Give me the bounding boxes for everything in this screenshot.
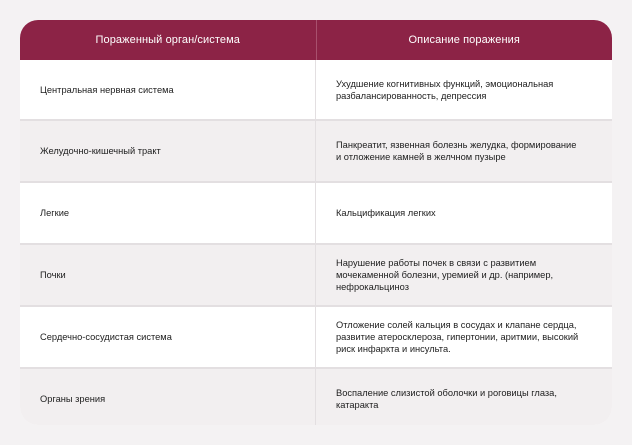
- organ-cell: Сердечно-сосудистая система: [20, 307, 316, 367]
- description-cell: Ухудшение когнитивных функций, эмоциональная разбалансированность, депрессия: [336, 78, 554, 101]
- organ-cell: Почки: [20, 245, 316, 305]
- table-row: [20, 181, 612, 243]
- column-header-organ: Пораженный орган/система: [20, 20, 317, 60]
- organ-cell: Желудочно-кишечный тракт: [20, 121, 316, 181]
- description-cell: Панкреатит, язвенная болезнь желудка, формирование и отложение камней в желчном пузыре: [336, 140, 577, 162]
- table-row: [20, 367, 612, 425]
- table-row: [20, 119, 612, 181]
- organ-cell: Центральная нервная система: [20, 60, 316, 119]
- description-cell: Кальцификация легких: [336, 208, 436, 218]
- organ-cell: Органы зрения: [20, 369, 316, 425]
- column-header-description: Описание поражения: [408, 34, 520, 46]
- description-cell: Отложение солей кальция в сосудах и клапане сердца, развитие атеросклероза, гипертонии, аритмии, высокий риск инфаркта и инсульта.: [336, 320, 579, 354]
- table-body: [20, 60, 612, 425]
- table-row: [20, 305, 612, 367]
- table-header: [20, 20, 612, 60]
- description-cell: Нарушение работы почек в связи с развитием мочекаменной болезни, уремией и др. (например, нефрокальциноз: [336, 258, 554, 292]
- table-row: [20, 60, 612, 119]
- organ-cell: Легкие: [20, 183, 316, 243]
- table-row: [20, 243, 612, 305]
- organ-damage-table: [20, 20, 612, 425]
- description-cell: Воспаление слизистой оболочки и роговицы глаза, катаракта: [336, 388, 557, 410]
